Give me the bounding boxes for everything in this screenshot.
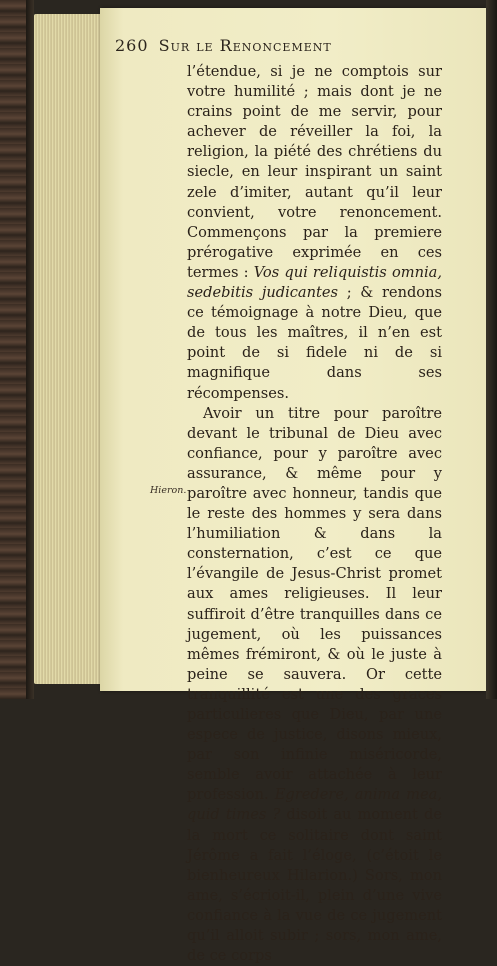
right-page-edge [486,0,497,699]
latin-quote: Vos qui reliquistis omnia, sedebitis judicantes [187,263,442,302]
latin-quote: Egredere, anima mea, quid times ? [187,786,442,824]
cover-binding-shadow [26,0,34,699]
page-number: 260 [115,36,149,55]
text-run: Avoir un titre pour paroître devant le tribunal de Dieu avec confiance, pour y paroître avec assurance, & même pour y paroître avec honneur, tandis que le reste des hommes y sera dans l’humiliation & dans la consternation, c’est ce que l’évangile de Jesus-Christ promet aux ames religieuses. Il leur suffiroit d’être tranquilles dans ce jugement, où les puissances mêmes frémiront, & où le juste à peine se sauvera. Or cette tranquillité est une des graces particulieres que Dieu, par une espece de justice, disons mieux, par son infinie miséricorde, semble avoir attachée à leur profession. [187,404,442,804]
body-text [187,62,442,966]
running-header [115,36,445,60]
margin-note: Hieron. [150,485,187,496]
paragraph [187,62,442,404]
book-cover-edge [0,0,26,699]
text-run: disoit au moment de la mort ce solitaire dont saint Jérôme a fait l’éloge, (c’étoit le bienheureux Hilarion.) Sors, mon ame, s’écrioit-il, plein d’une vive confiance à la vue de ce jugement qu’il alloit subir ; sors, mon ame, de ce corps [187,806,442,965]
text-run: l’étendue, si je ne comptois sur votre humilité ; mais dont je ne crains point de me servir, pour achever de réveiller la foi, la religion, la piété des chrétiens du siecle, en leur inspirant un saint zele d’imiter, autant qu’il leur convient, votre renoncement. Commençons par la premiere prérogative exprimée en ces termes : [187,63,442,281]
paragraph [187,404,442,966]
text-run: ; & rendons ce témoignage à notre Dieu, que de tous les maîtres, il n’en est point de si fidele ni de si magnifique dans ses récompenses. [187,284,442,402]
running-title: Sur le Renoncement [158,36,332,55]
page-stack-edges [34,14,102,684]
